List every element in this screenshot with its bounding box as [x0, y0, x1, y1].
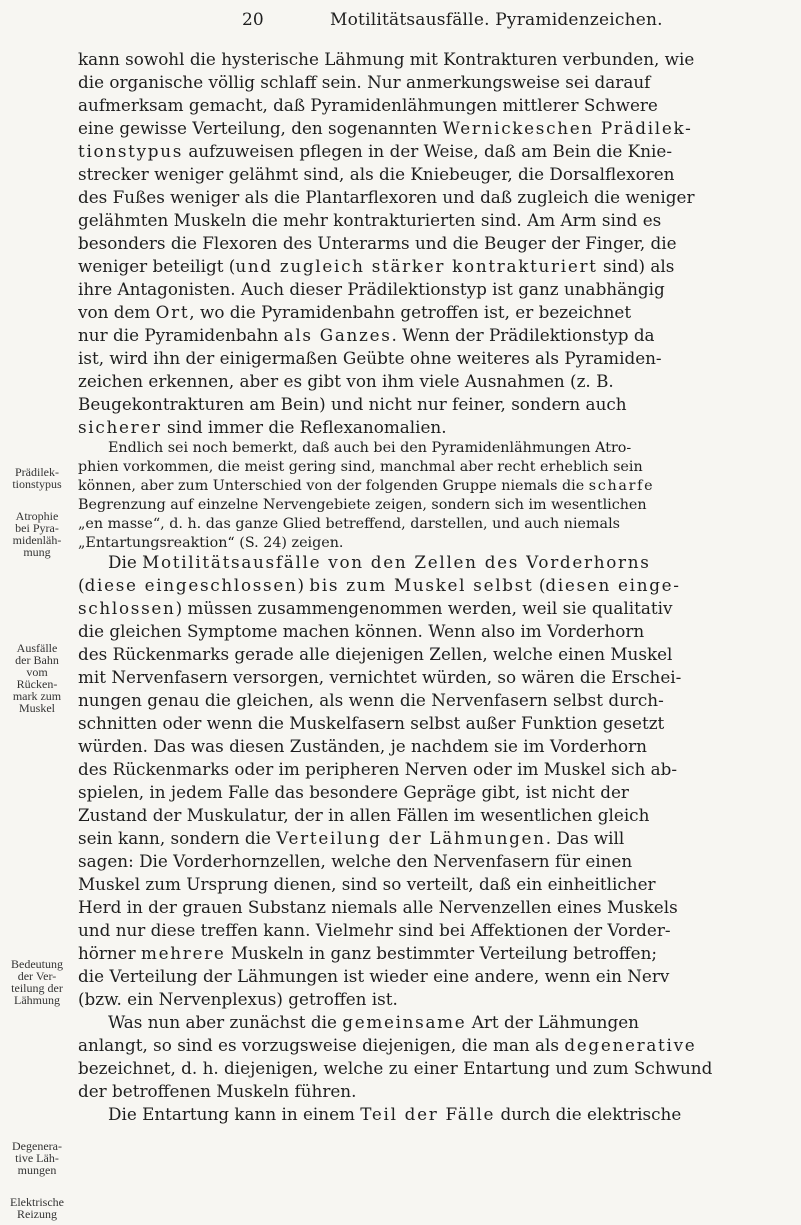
text-line	[78, 1034, 768, 1057]
text-line	[78, 416, 768, 439]
text-run: sind) als	[597, 256, 675, 276]
margin-note-bedeutung	[2, 958, 72, 1006]
text-line: Muskel zum Ursprung dienen, sind so verteilt, daß ein einheitlicher	[78, 874, 656, 894]
margin-line: mung	[23, 545, 51, 559]
text-line: ihre Antagonisten. Auch dieser Prädilektionstyp ist ganz unabhängig	[78, 279, 665, 299]
text-run: nur die Pyramidenbahn	[78, 325, 284, 345]
text-line: Herd in der grauen Substanz niemals alle Nervenzellen eines Muskels	[78, 897, 678, 917]
spaced-term: mehrere	[141, 943, 226, 963]
text-line	[78, 1103, 768, 1126]
text-line	[78, 942, 768, 965]
margin-line: Ausfälle	[16, 641, 58, 655]
text-run: ) müssen zusammengenommen werden, weil sie qualitativ	[175, 598, 673, 618]
text-line: sagen: Die Vorderhornzellen, welche den Nervenfasern für einen	[78, 851, 633, 871]
page-header	[0, 4, 801, 34]
text-run: , wo die Pyramidenbahn getroffen ist, er bezeichnet	[189, 302, 632, 322]
margin-line: Rücken-	[16, 677, 58, 691]
text-line: kann sowohl die hysterische Lähmung mit Kontrakturen verbunden, wie	[78, 49, 695, 69]
paragraph-atrophie-small-print	[78, 439, 768, 553]
text-line: gelähmten Muskeln die mehr kontrakturierten sind. Am Arm sind es	[78, 210, 662, 230]
text-run: von dem	[78, 302, 156, 322]
spaced-term: diesen einge-	[545, 575, 681, 595]
spaced-term: schlossen	[78, 598, 176, 618]
text-run: hörner	[78, 943, 142, 963]
text-run: Die	[108, 552, 143, 572]
text-run: eine gewisse Verteilung, den sogenannten	[78, 118, 443, 138]
margin-line: Lähmung	[14, 993, 60, 1007]
text-line: mit Nervenfasern versorgen, vernichtet würden, so wären die Erschei-	[78, 667, 682, 687]
text-run: Muskeln in ganz bestimmter Verteilung betroffen;	[225, 943, 658, 963]
margin-note-atrophie	[2, 510, 72, 558]
text-line	[78, 827, 768, 850]
spaced-term: sicherer	[78, 417, 162, 437]
text-line: phien vorkommen, die meist gering sind, manchmal aber recht erheblich sein	[78, 459, 643, 475]
text-line: bezeichnet, d. h. diejenigen, welche zu einer Entartung und zum Schwund	[78, 1058, 713, 1078]
text-line: Zustand der Muskulatur, der in allen Fällen im wesentlichen gleich	[78, 805, 650, 825]
spaced-term: Verteilung der Lähmungen	[276, 828, 546, 848]
text-line: des Rückenmarks gerade alle diejenigen Zellen, welche einen Muskel	[78, 644, 673, 664]
paragraph-motilitaetsausfaelle	[78, 551, 768, 1126]
text-run: Art der Lähmungen	[466, 1012, 639, 1032]
text-run: können, aber zum Unterschied von der folgenden Gruppe niemals die	[78, 478, 589, 494]
text-line: würden. Das was diesen Zuständen, je nachdem sie im Vorderhorn	[78, 736, 647, 756]
spaced-term: degenerative	[564, 1035, 697, 1055]
text-line: zeichen erkennen, aber es gibt von ihm viele Ausnahmen (z. B.	[78, 371, 614, 391]
margin-line: tionstypus	[12, 477, 62, 491]
margin-line: Prädilek-	[15, 465, 59, 479]
text-line	[78, 551, 768, 574]
text-run: sind immer die Reflexanomalien.	[161, 417, 447, 437]
text-line: des Rückenmarks oder im peripheren Nerven oder im Muskel sich ab-	[78, 759, 678, 779]
margin-line: Muskel	[19, 701, 55, 715]
margin-line: Bedeutung	[11, 957, 63, 971]
text-run: . Wenn der Prädilektionstyp da	[391, 325, 655, 345]
spaced-term: Ort	[155, 302, 190, 322]
text-run: anlangt, so sind es vorzugsweise diejenigen, die man als	[78, 1035, 565, 1055]
text-run: aufzuweisen pflegen in der Weise, daß am Bein die Knie-	[183, 141, 672, 161]
spaced-term: Teil der Fälle	[360, 1104, 496, 1124]
text-line: der betroffenen Muskeln führen.	[78, 1081, 357, 1101]
text-line: die organische völlig schlaff sein. Nur anmerkungsweise sei darauf	[78, 72, 651, 92]
text-run: )	[297, 575, 310, 595]
text-line: Endlich sei noch bemerkt, daß auch bei den Pyramidenlähmungen Atro-	[108, 440, 632, 456]
spaced-term: diese eingeschlossen	[84, 575, 298, 595]
margin-note-praedilektionstypus	[2, 466, 72, 490]
text-line: die gleichen Symptome machen können. Wenn also im Vorderhorn	[78, 621, 645, 641]
text-line: nungen genau die gleichen, als wenn die Nervenfasern selbst durch-	[78, 690, 664, 710]
text-run: durch die elektrische	[495, 1104, 682, 1124]
text-line: strecker weniger gelähmt sind, als die Kniebeuger, die Dorsalflexoren	[78, 164, 675, 184]
text-run: sein kann, sondern die	[78, 828, 277, 848]
text-line	[78, 597, 768, 620]
margin-note-elektrische	[2, 1196, 72, 1220]
margin-line: mungen	[17, 1163, 57, 1177]
margin-note-ausfaelle	[2, 642, 72, 714]
spaced-term: scharfe	[588, 478, 655, 494]
margin-line: der Ver-	[17, 969, 57, 983]
spaced-term: Wernickeschen Prädilek-	[442, 118, 693, 138]
margin-line: der Bahn	[15, 653, 59, 667]
text-line: ist, wird ihn der einigermaßen Geübte ohne weiteres als Pyramiden-	[78, 348, 662, 368]
text-line: Begrenzung auf einzelne Nervengebiete zeigen, sondern sich im wesentlichen	[78, 497, 647, 513]
text-line: die Verteilung der Lähmungen ist wieder eine andere, wenn ein Nerv	[78, 966, 670, 986]
margin-line: mark zum	[12, 689, 62, 703]
spaced-term: als Ganzes	[283, 325, 392, 345]
paragraph-praedilektionstypus	[78, 48, 768, 439]
margin-line: midenläh-	[12, 533, 62, 547]
text-line: Beugekontrakturen am Bein) und nicht nur feiner, sondern auch	[78, 394, 627, 414]
margin-line: Elektrische	[10, 1195, 64, 1209]
text-run: Die Entartung kann in einem	[108, 1104, 361, 1124]
text-line	[78, 117, 768, 140]
page-number: 20	[242, 10, 264, 30]
text-line	[78, 574, 768, 597]
text-run: Was nun aber zunächst die	[108, 1012, 343, 1032]
text-line: „en masse“, d. h. das ganze Glied betreffend, darstellen, und auch niemals	[78, 516, 620, 532]
margin-line: vom	[26, 665, 48, 679]
spaced-term: gemeinsame	[342, 1012, 467, 1032]
text-line	[78, 324, 768, 347]
text-line	[78, 1011, 768, 1034]
spaced-term: Motilitätsausfälle von den Zellen des Vorderhorns	[142, 552, 651, 572]
margin-line: Reizung	[17, 1207, 57, 1221]
margin-line: tive Läh-	[15, 1151, 59, 1165]
text-line: und nur diese treffen kann. Vielmehr sind bei Affektionen der Vorder-	[78, 920, 671, 940]
text-line	[78, 255, 768, 278]
spaced-term: und zugleich stärker kontrakturiert	[235, 256, 598, 276]
text-run: (	[78, 575, 85, 595]
text-line: spielen, in jedem Falle das besondere Gepräge gibt, ist nicht der	[78, 782, 629, 802]
text-line: aufmerksam gemacht, daß Pyramidenlähmungen mittlerer Schwere	[78, 95, 658, 115]
text-line: des Fußes weniger als die Plantarflexoren und daß zugleich die weniger	[78, 187, 695, 207]
text-line: (bzw. ein Nervenplexus) getroffen ist.	[78, 989, 398, 1009]
margin-line: Atrophie	[15, 509, 59, 523]
margin-note-degenerative	[2, 1140, 72, 1176]
text-line: schnitten oder wenn die Muskelfasern selbst außer Funktion gesetzt	[78, 713, 665, 733]
spaced-term: bis zum Muskel selbst	[309, 575, 534, 595]
margin-line: bei Pyra-	[15, 521, 59, 535]
spaced-term: tionstypus	[78, 141, 184, 161]
text-line: besonders die Flexoren des Unterarms und die Beuger der Finger, die	[78, 233, 677, 253]
text-line	[78, 140, 768, 163]
text-line: „Entartungsreaktion“ (S. 24) zeigen.	[78, 535, 344, 551]
text-line	[78, 477, 768, 496]
margin-line: teilung der	[11, 981, 63, 995]
running-title: Motilitätsausfälle. Pyramidenzeichen.	[330, 10, 663, 30]
margin-line: Degenera-	[12, 1139, 62, 1153]
text-run: (	[533, 575, 546, 595]
text-run: . Das will	[545, 828, 625, 848]
text-line	[78, 301, 768, 324]
text-run: weniger beteiligt (	[78, 256, 236, 276]
